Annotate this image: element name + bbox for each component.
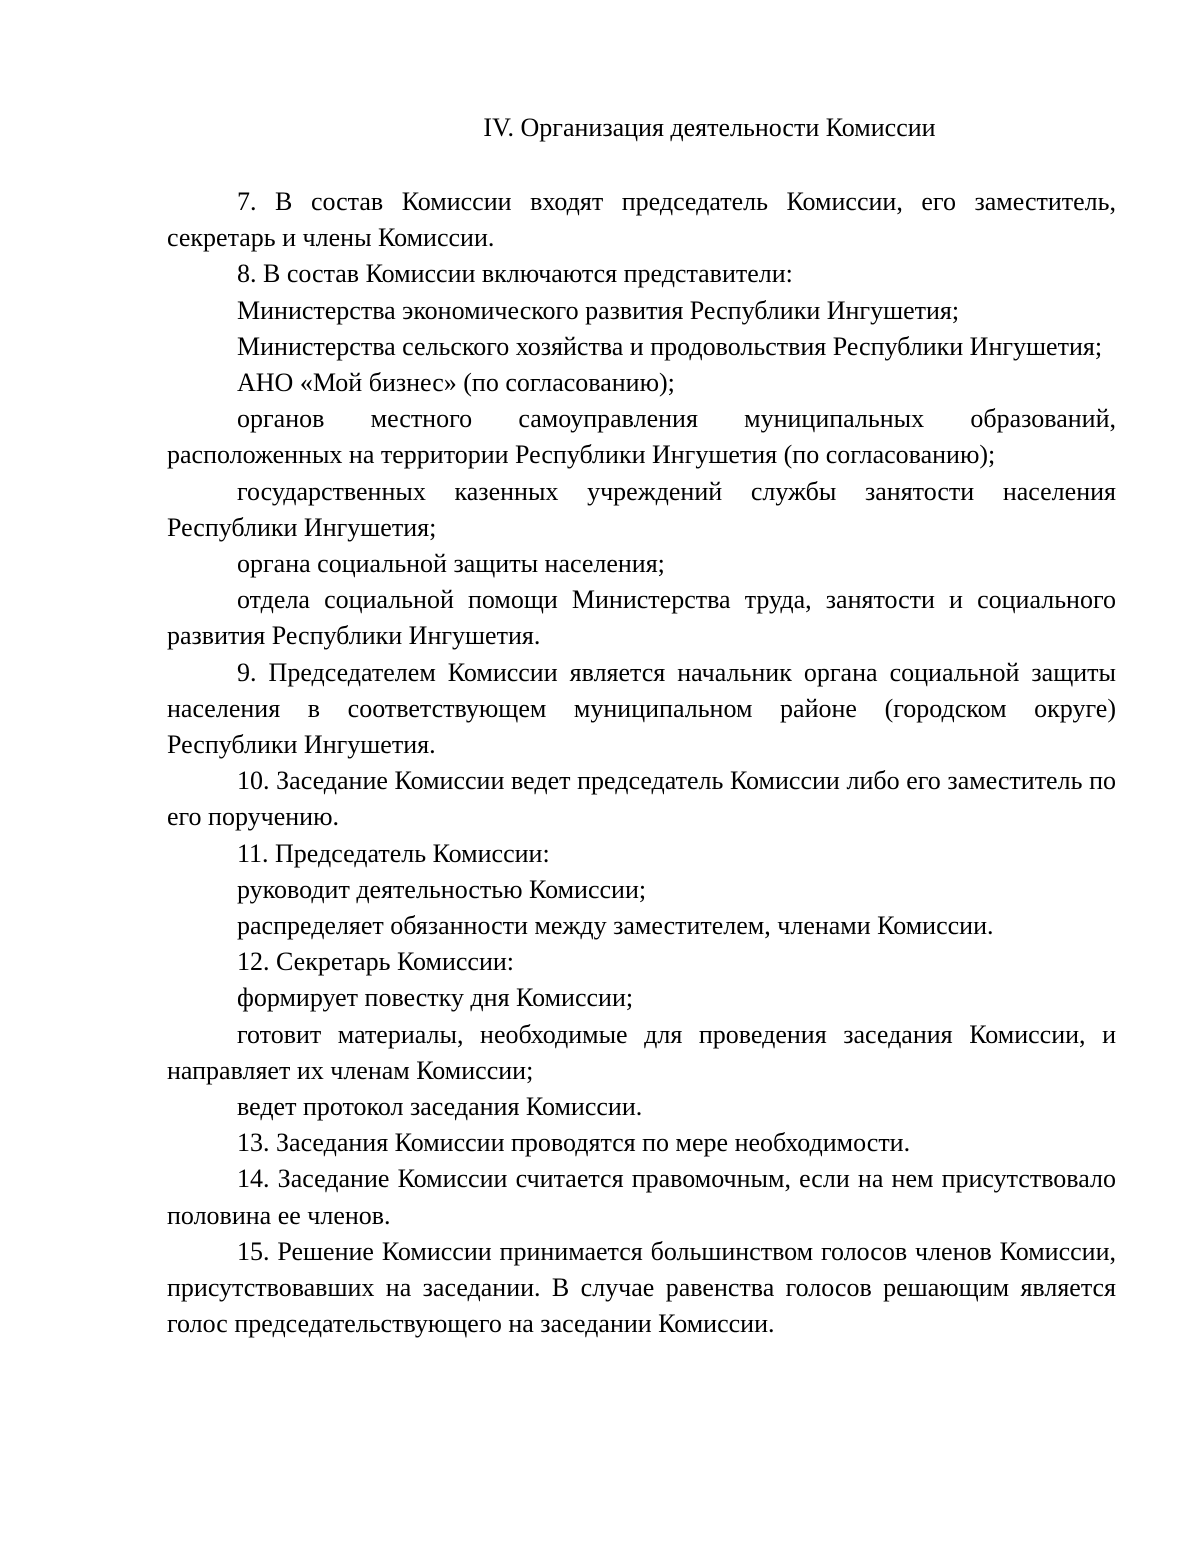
paragraph-10: 10. Заседание Комиссии ведет председатель Комиссии либо его заместитель по его поручению. [167,766,1116,832]
list-item-social-assistance: отдела социальной помощи Министерства труда, занятости и социального развития Республики Ингушетия. [167,585,1116,651]
list-item-chair-duty-1: руководит деятельностью Комиссии; [237,874,647,904]
list-item-ano-my-business: АНО «Мой бизнес» (по согласованию); [237,368,675,398]
paragraph-15: 15. Решение Комиссии принимается большинством голосов членов Комиссии, присутствовавших на заседании. В случае равенства голосов решающим является голос председательствующего на заседании Комиссии. [167,1236,1116,1339]
paragraph-8: 8. В состав Комиссии включаются представители: [237,259,793,289]
paragraph-7: 7. В состав Комиссии входят председатель Комиссии, его заместитель, секретарь и члены Комиссии. [167,187,1116,253]
list-item-ministry-economy: Министерства экономического развития Республики Ингушетия; [237,295,960,325]
paragraph-9: 9. Председателем Комиссии является начальник органа социальной защиты населения в соответствующем муниципальном районе (городском округе) Республики Ингушетия. [167,657,1116,760]
paragraph-12: 12. Секретарь Комиссии: [237,947,514,977]
list-item-employment-service: государственных казенных учреждений службы занятости населения Республики Ингушетия; [167,476,1116,542]
list-item-ministry-agriculture: Министерства сельского хозяйства и продовольствия Республики Ингушетия; [237,331,1103,361]
list-item-secretary-duty-1: формирует повестку дня Комиссии; [237,983,634,1013]
section-heading: IV. Организация деятельности Комиссии [483,113,936,142]
list-item-local-government: органов местного самоуправления муниципальных образований, расположенных на территории Республики Ингушетия (по согласованию); [167,404,1116,470]
list-item-chair-duty-2: распределяет обязанности между заместителем, членами Комиссии. [237,911,994,941]
paragraph-11: 11. Председатель Комиссии: [237,838,550,868]
paragraph-14: 14. Заседание Комиссии считается правомочным, если на нем присутствовало половина ее членов. [167,1164,1116,1230]
document-page [167,110,1116,1343]
list-item-secretary-duty-3: ведет протокол заседания Комиссии. [237,1092,643,1122]
list-item-secretary-duty-2: готовит материалы, необходимые для проведения заседания Комиссии, и направляет их членам Комиссии; [167,1019,1116,1085]
list-item-social-protection: органа социальной защиты населения; [237,549,665,579]
paragraph-13: 13. Заседания Комиссии проводятся по мере необходимости. [237,1128,911,1158]
